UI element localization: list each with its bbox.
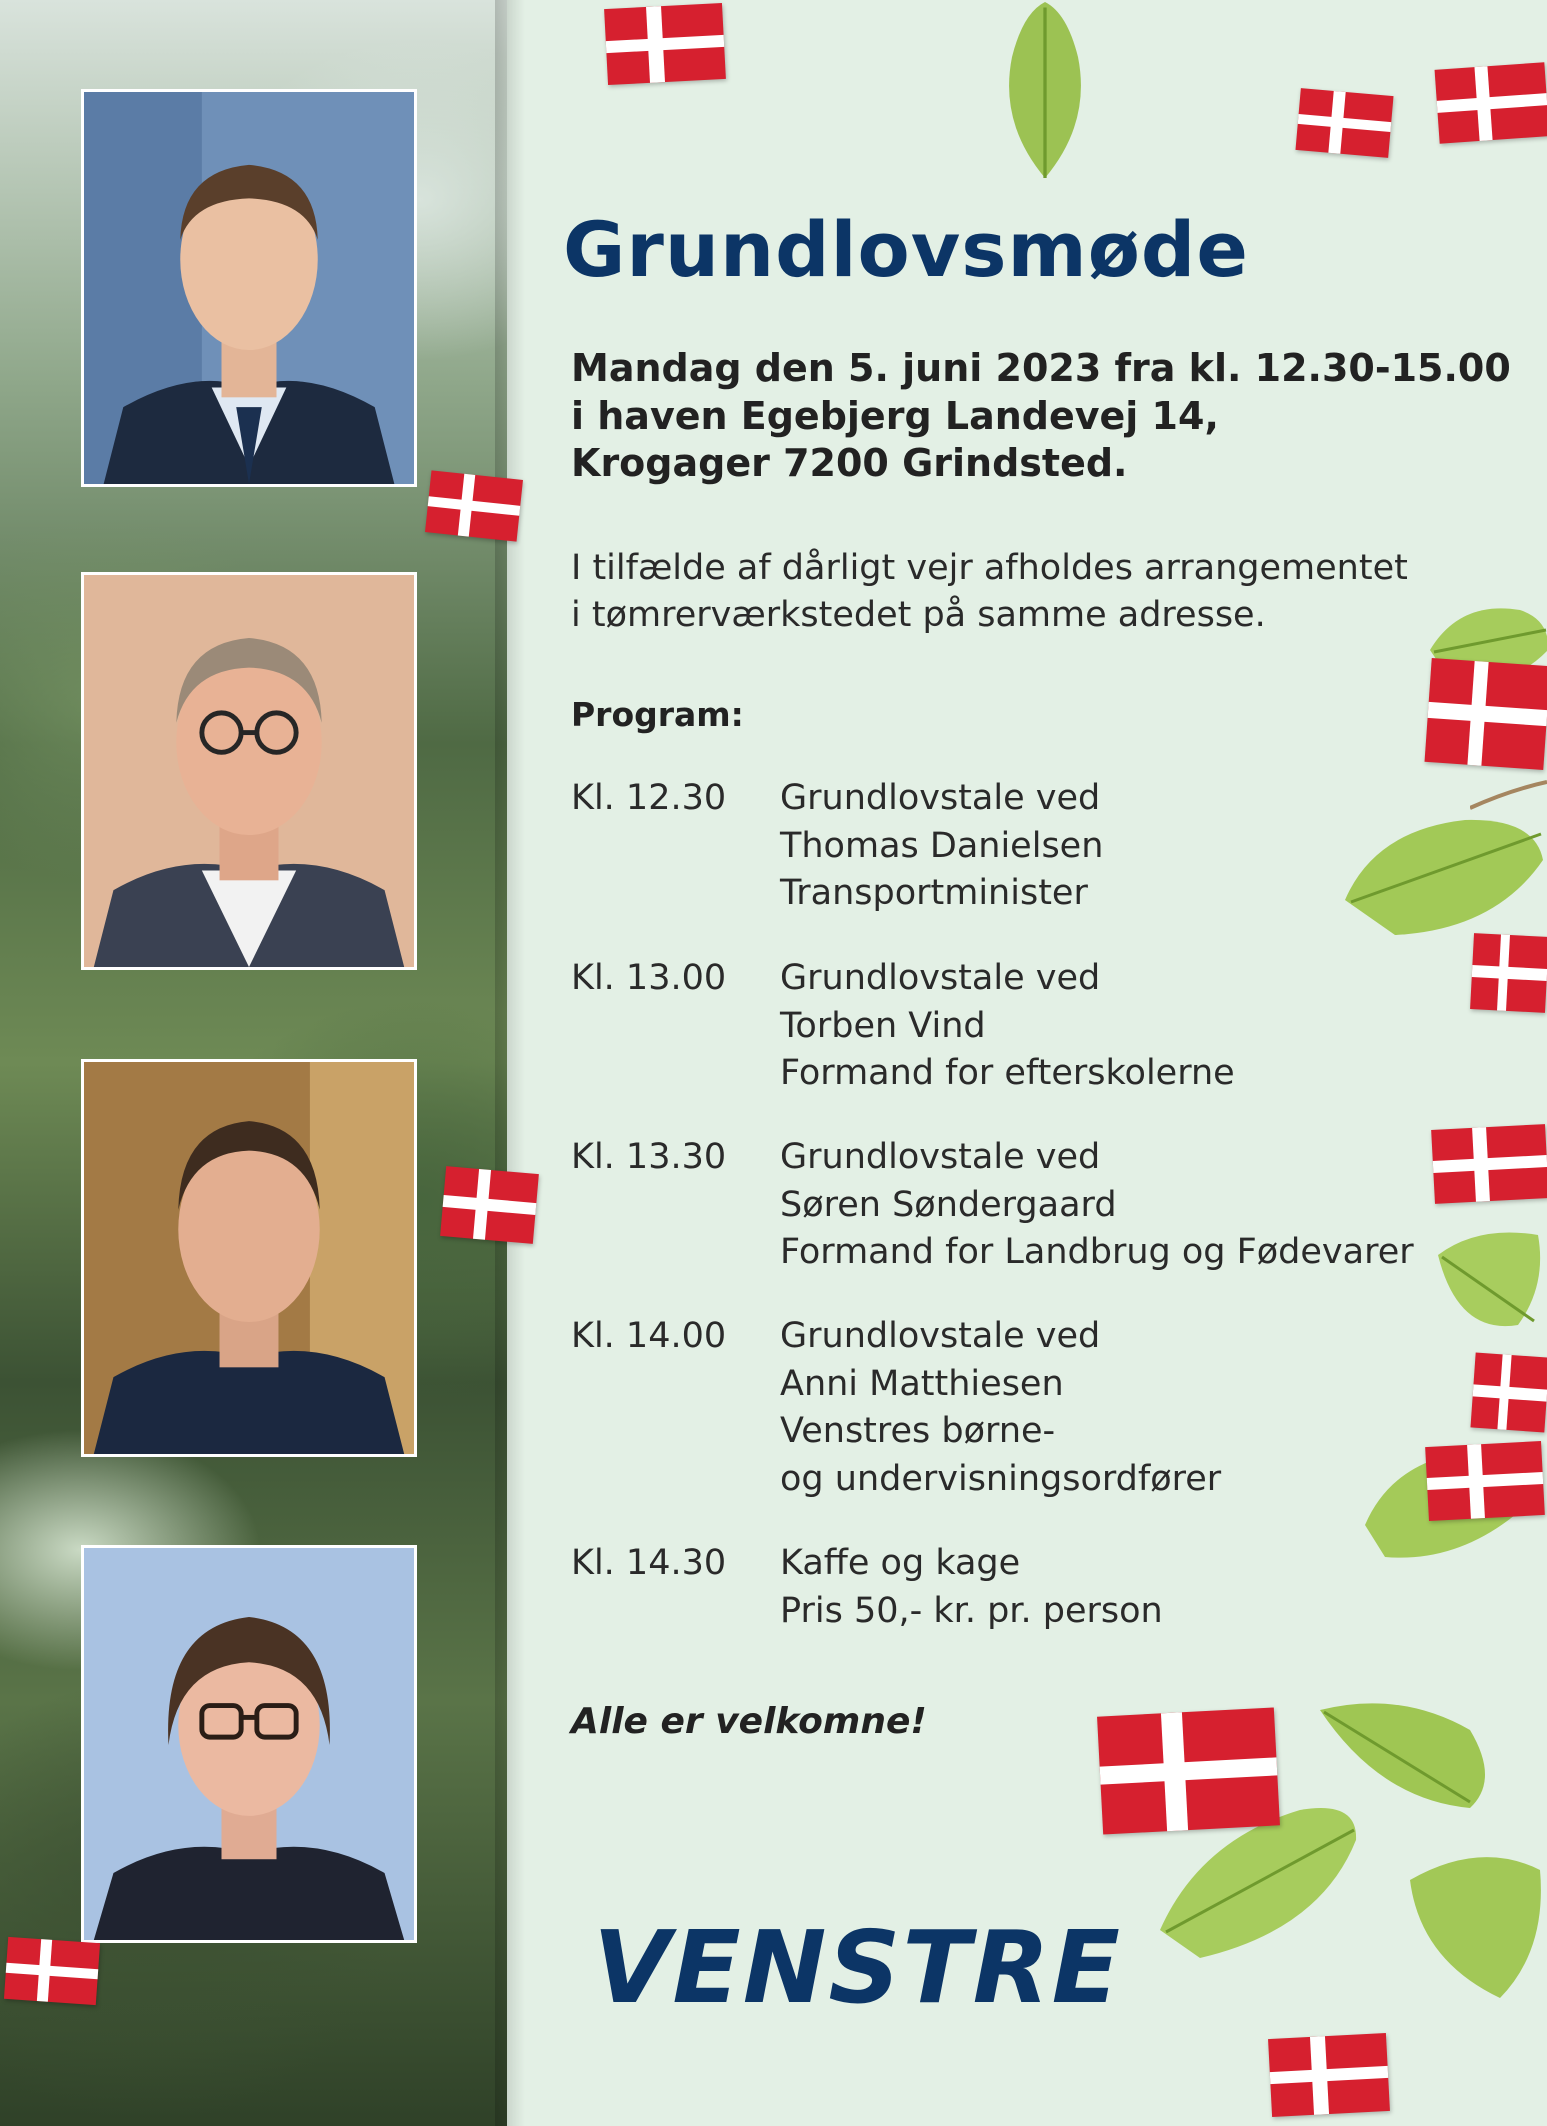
danish-flag-icon <box>1470 933 1547 1013</box>
beech-leaf-icon <box>1345 810 1545 940</box>
program-time: Kl. 13.00 <box>571 958 727 998</box>
speaker-role: Formand for Landbrug og Fødevarer <box>780 1232 1414 1273</box>
price-line: Pris 50,- kr. pr. person <box>780 1590 1163 1631</box>
program-line: Grundlovstale ved <box>780 1137 1101 1177</box>
program-line: Grundlovstale ved <box>780 1316 1101 1356</box>
event-address-line: i haven Egebjerg Landevej 14, <box>571 393 1219 438</box>
program-line: Grundlovstale ved <box>780 778 1101 818</box>
program-time: Kl. 13.30 <box>571 1137 727 1177</box>
speaker-role: og undervisningsordfører <box>780 1458 1222 1499</box>
program-time: Kl. 14.00 <box>571 1316 727 1356</box>
speaker-name: Torben Vind <box>780 1005 986 1046</box>
strip-shadow <box>495 0 525 2126</box>
event-details <box>571 345 1511 488</box>
speaker-role: Venstres børne- <box>780 1411 1056 1452</box>
program-time: Kl. 14.30 <box>571 1543 727 1583</box>
event-title: Grundlovsmøde <box>563 205 1249 294</box>
program-line: Grundlovstale ved <box>780 958 1101 998</box>
beech-leaf-icon <box>1400 1840 1547 2000</box>
program-time: Kl. 12.30 <box>571 778 727 818</box>
danish-flag-icon <box>1431 1124 1547 1204</box>
program-line: Kaffe og kage <box>780 1543 1021 1583</box>
speaker-photo-4 <box>81 1545 417 1943</box>
speaker-photo-3 <box>81 1059 417 1457</box>
event-date-line: Mandag den 5. juni 2023 fra kl. 12.30-15.00 <box>571 346 1511 390</box>
speaker-role: Formand for efterskolerne <box>780 1053 1235 1094</box>
beech-leaf-icon <box>1438 1225 1547 1335</box>
speaker-photo-1 <box>81 89 417 487</box>
notice-line: i tømrerværkstedet på samme adresse. <box>571 594 1266 635</box>
welcome-text: Alle er velkomne! <box>571 1701 927 1742</box>
danish-flag-icon <box>1097 1707 1280 1834</box>
event-city-line: Krogager 7200 Grindsted. <box>571 441 1128 485</box>
notice-line: I tilfælde af dårligt vejr afholdes arrangementet <box>571 548 1408 588</box>
speaker-photo-2 <box>81 572 417 970</box>
danish-flag-icon <box>425 470 523 541</box>
venstre-logo: VENSTRE <box>593 1909 1122 2026</box>
danish-flag-icon <box>1425 1441 1545 1521</box>
speaker-name: Thomas Danielsen <box>780 825 1104 866</box>
danish-flag-icon <box>1268 2033 1390 2117</box>
danish-flag-icon <box>1435 62 1547 143</box>
danish-flag-icon <box>1470 1353 1547 1433</box>
danish-flag-icon <box>604 3 726 85</box>
beech-leaf-icon <box>990 0 1100 180</box>
speaker-role: Transportminister <box>780 873 1088 914</box>
danish-flag-icon <box>4 1937 100 2005</box>
danish-flag-icon <box>440 1166 539 1244</box>
beech-leaf-icon <box>1320 1690 1500 1810</box>
speaker-name: Søren Søndergaard <box>780 1184 1117 1225</box>
speaker-name: Anni Matthiesen <box>780 1363 1064 1404</box>
twig-icon <box>1470 780 1547 810</box>
danish-flag-icon <box>1425 658 1547 770</box>
danish-flag-icon <box>1295 88 1393 158</box>
program-heading: Program: <box>571 695 744 734</box>
weather-notice <box>571 545 1408 638</box>
